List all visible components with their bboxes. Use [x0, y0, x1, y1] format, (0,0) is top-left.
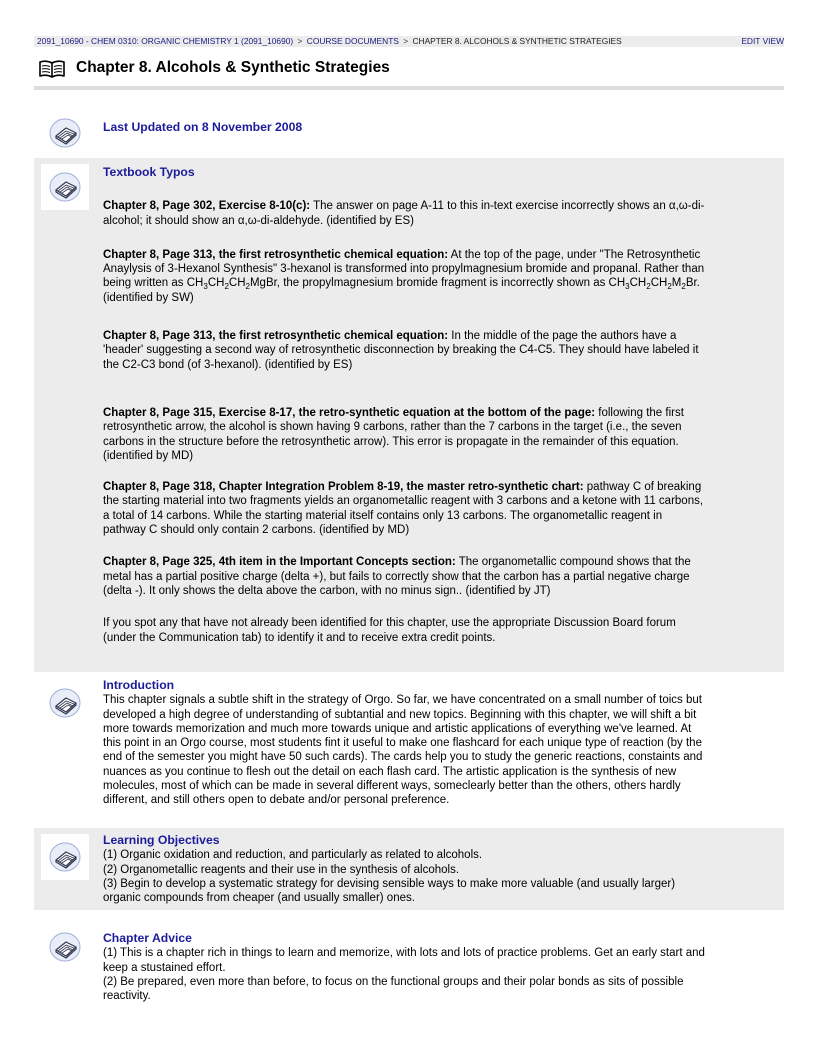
- breadcrumb: [37, 36, 622, 47]
- advice-item: (1) This is a chapter rich in things to learn and memorize, with lots and lots of practice problems. Get an early start and keep a stustained effort.: [103, 947, 705, 974]
- book-icon: [38, 59, 66, 84]
- edit-view-link[interactable]: EDIT VIEW: [741, 36, 784, 46]
- content-item-introduction: [34, 674, 784, 824]
- typo-entry: Chapter 8, Page 302, Exercise 8-10(c): The answer on page A-11 to this in-text exercise incorrectly shows an α,ω-di-alcohol; it should show an α,ω-di-aldehyde. (identified by ES): [103, 200, 705, 227]
- page-title: Chapter 8. Alcohols & Synthetic Strategies: [76, 59, 390, 76]
- typo-footer-note: If you spot any that have not already been identified for this chapter, use the appropriate Discussion Board forum (under the Communication tab) to identify it and to receive extra credit points.: [103, 617, 676, 644]
- learning-objectives-link[interactable]: Learning Objectives: [103, 833, 220, 847]
- advice-item: (2) Be prepared, even more than before, to focus on the functional groups and their polar bonds as sits of possible reactivity.: [103, 975, 684, 1003]
- document-icon: [41, 110, 89, 156]
- breadcrumb-bar: [34, 36, 784, 47]
- title-divider: [34, 86, 784, 90]
- breadcrumb-course-documents-link[interactable]: COURSE DOCUMENTS: [306, 36, 399, 46]
- content-item-learning-objectives: [34, 828, 784, 910]
- typo-entry: Chapter 8, Page 315, Exercise 8-17, the retro-synthetic equation at the bottom of the page: following the first retrosynthetic arrow, the alcohol is shown having 9 carbons, rather than the 7 carbons in the target (i.e., the seven carbons in the structure before the retrosynthetic arrow). This error is propagate in the remainder of this equation. (identified by MD): [103, 406, 684, 462]
- objective-item: (2) Organometallic reagents and their use in the synthesis of alcohols.: [103, 863, 460, 876]
- chapter-advice-link[interactable]: Chapter Advice: [103, 931, 192, 945]
- content-item-chapter-advice: [34, 918, 784, 1008]
- textbook-typos-link[interactable]: Textbook Typos: [103, 165, 195, 179]
- introduction-text: This chapter signals a subtle shift in the strategy of Orgo. So far, we have concentrated on a small number of toics but developed a high degree of understanding of subtantial and new topics. Beginning with this chapter, we will shift a bit more towards memorization and much more towards unique and artistic applications of everything we've learned. At this point in an Orgo course, most students fint it useful to make one flashcard for each unique type of reaction (by the end of the semester you might have 50 such cards). The cards help you to study the generic reactions, constaints and nuances as you continue to flesh out the detail on each flash card. The artistic application is the synthesis of new molecules, most of which can be made in several different ways, someclearly better than the others, others hardly different, and still others open to debate and/or personal preference.: [103, 694, 703, 807]
- typo-entry: Chapter 8, Page 318, Chapter Integration Problem 8-19, the master retro-synthetic chart: pathway C of breaking the starting material into two fragments yields an organometallic reagent with 3 carbons and a ketone with 11 carbons, a total of 14 carbons. While the starting material itself contains only 13 carbons. The organometallic reagent in pathway C should only contain 2 carbons. (identified by MD): [103, 481, 704, 537]
- objective-item: (1) Organic oxidation and reduction, and particularly as related to alcohols.: [103, 849, 483, 862]
- breadcrumb-separator: >: [403, 36, 409, 46]
- content-item-last-updated: [34, 104, 784, 154]
- document-icon: [41, 924, 89, 970]
- breadcrumb-separator: >: [297, 36, 303, 46]
- typo-entry: Chapter 8, Page 313, the first retrosynthetic chemical equation: In the middle of the page the authors have a 'header' suggesting a second way of retrosynthetic disconnection by breaking the C4-C5. They should have labeled it the C2-C3 bond (of 3-hexanol). (identified by ES): [103, 330, 699, 371]
- breadcrumb-course-link[interactable]: 2091_10690 - CHEM 0310: ORGANIC CHEMISTRY 1 (2091_10690): [37, 36, 294, 46]
- typo-entry: Chapter 8, Page 313, the first retrosynthetic chemical equation: At the top of the page, under "The Retrosynthetic Anaylysis of 3-Hexanol Synthesis" 3-hexanol is transformed into propylmagnesium bromide and propanal. Rather than being written as $CH_3CH_2CH_2MgBr$, the propylmagnesium bromide fragment is incorrectly shown as $CH_3CH_2CH_2M_2Br$. (identified by SW): [103, 248, 705, 304]
- document-icon: [41, 834, 89, 880]
- content-item-textbook-typos: [34, 158, 784, 672]
- document-icon: [41, 680, 89, 726]
- document-icon: [41, 164, 89, 210]
- typo-entry: Chapter 8, Page 325, 4th item in the Important Concepts section: The organometallic compound shows that the metal has a partial positive charge (delta +), but fails to correctly show that the carbon has a partial negative charge (delta -). It only shows the delta above the carbon, with no minus sign.. (identified by JT): [103, 556, 691, 597]
- introduction-link[interactable]: Introduction: [103, 678, 175, 692]
- objective-item: (3) Begin to develop a systematic strategy for devising sensible ways to make more valuable (and usually larger) organic compounds from cheaper (and usually smaller) ones.: [103, 877, 676, 905]
- last-updated-link[interactable]: Last Updated on 8 November 2008: [103, 120, 303, 134]
- breadcrumb-current: CHAPTER 8. ALCOHOLS & SYNTHETIC STRATEGIES: [412, 36, 622, 46]
